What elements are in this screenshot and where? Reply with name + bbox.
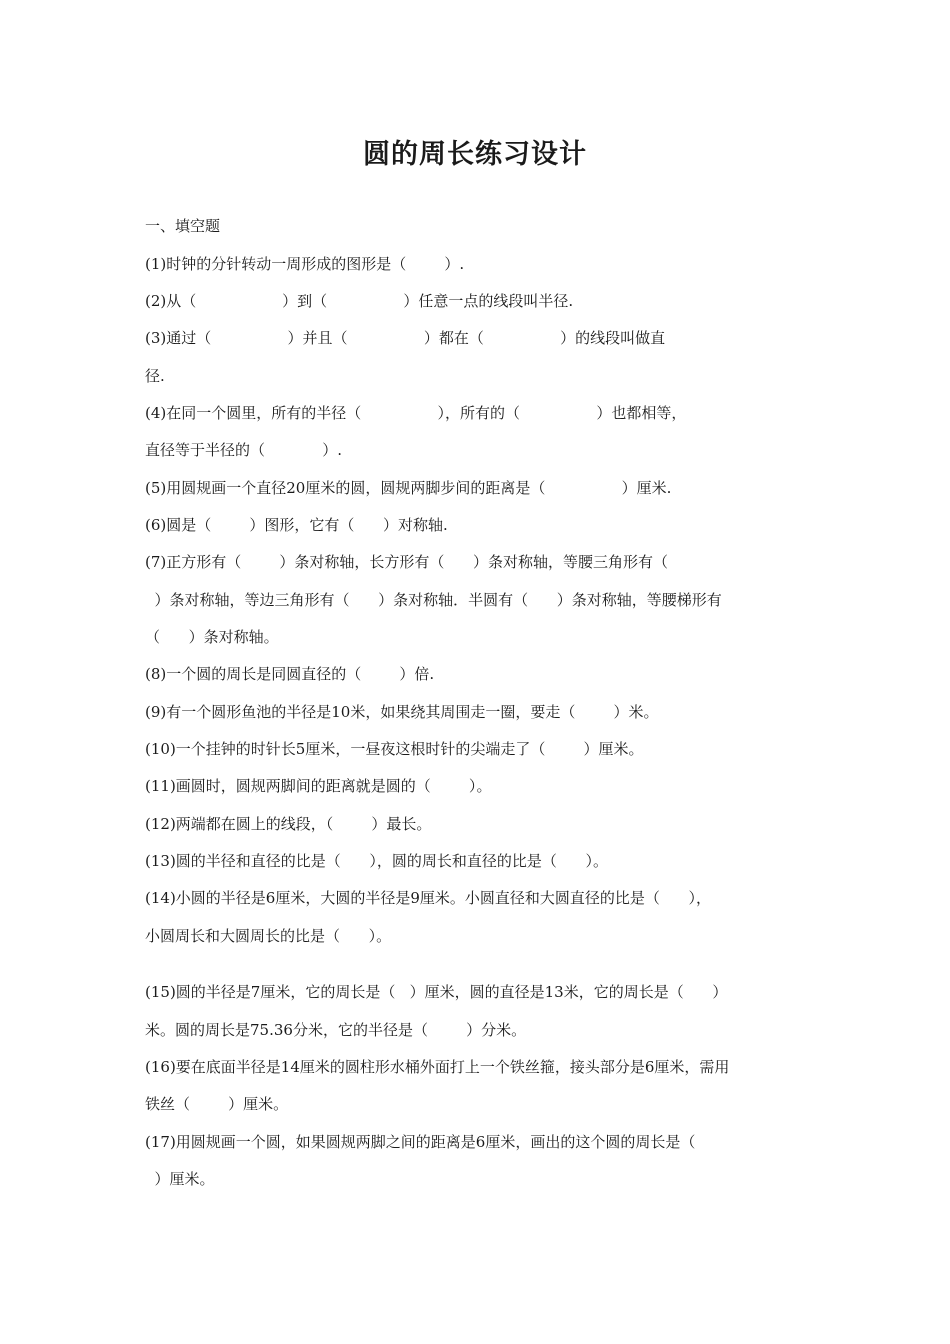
question-line: (15)圆的半径是7厘米，它的周长是（ ）厘米，圆的直径是13米，它的周长是（ ）: [145, 983, 728, 1001]
question-line: (14)小圆的半径是6厘米，大圆的半径是9厘米。小圆直径和大圆直径的比是（ ），: [145, 889, 711, 907]
question-line: (13)圆的半径和直径的比是（ ），圆的周长和直径的比是（ ）。: [145, 852, 609, 870]
question-line: 米。圆的周长是75.36分米，它的半径是（ ）分米。: [145, 1021, 527, 1039]
question-line: ）条对称轴，等边三角形有（ ）条对称轴．半圆有（ ）条对称轴，等腰梯形有: [145, 591, 722, 609]
question-line: 铁丝（ ）厘米。: [145, 1095, 289, 1113]
question-line: (3)通过（ ）并且（ ）都在（ ）的线段叫做直: [145, 329, 666, 347]
question-line: (4)在同一个圆里，所有的半径（ ），所有的（ ）也都相等，: [145, 404, 687, 422]
question-line: (5)用圆规画一个直径20厘米的圆，圆规两脚步间的距离是（ ）厘米.: [145, 479, 672, 497]
question-line: (12)两端都在圆上的线段，（ ）最长。: [145, 815, 432, 833]
question-line: 径.: [145, 367, 165, 385]
question-line: (10)一个挂钟的时针长5厘米，一昼夜这根时针的尖端走了（ ）厘米。: [145, 740, 644, 758]
question-line: (2)从（ ）到（ ）任意一点的线段叫半径.: [145, 292, 574, 310]
question-line: (9)有一个圆形鱼池的半径是10米，如果绕其周围走一圈，要走（ ）米。: [145, 703, 659, 721]
question-line: (6)圆是（ ）图形，它有（ ）对称轴.: [145, 516, 448, 534]
question-line: 直径等于半径的（ ）.: [145, 441, 342, 459]
section-heading: 一、填空题: [145, 217, 221, 235]
question-line: (16)要在底面半径是14厘米的圆柱形水桶外面打上一个铁丝箍，接头部分是6厘米，需用: [145, 1058, 730, 1076]
question-line: 小圆周长和大圆周长的比是（ ）。: [145, 927, 392, 945]
question-line: (1)时钟的分针转动一周形成的图形是（ ）.: [145, 255, 465, 273]
question-line: (7)正方形有（ ）条对称轴，长方形有（ ）条对称轴，等腰三角形有（: [145, 553, 669, 571]
question-line: (17)用圆规画一个圆，如果圆规两脚之间的距离是6厘米，画出的这个圆的周长是（: [145, 1133, 696, 1151]
page-title: 圆的周长练习设计: [363, 139, 587, 170]
question-line: ）厘米。: [145, 1170, 215, 1188]
question-line: （ ）条对称轴。: [145, 628, 279, 646]
question-line: (8)一个圆的周长是同圆直径的（ ）倍.: [145, 665, 435, 683]
question-line: (11)画圆时，圆规两脚间的距离就是圆的（ ）。: [145, 777, 492, 795]
